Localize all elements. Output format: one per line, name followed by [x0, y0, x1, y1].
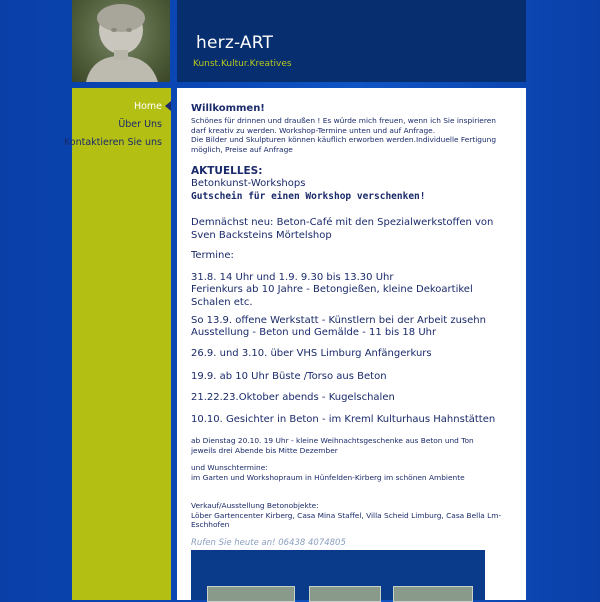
- termin3-line: 26.9. und 3.10. über VHS Limburg Anfängerkurs: [191, 348, 432, 359]
- wunsch-line: und Wunschtermine:: [191, 463, 268, 472]
- dienstag-line: jeweils drei Abende bis Mitte Dezember: [191, 445, 338, 455]
- nav-item-kontakt[interactable]: Kontaktieren Sie uns: [64, 137, 162, 148]
- sidebar-nav: [72, 88, 171, 600]
- site-tagline: Kunst.Kultur.Kreatives: [193, 59, 292, 69]
- gutschein-label: Gutschein für einen Workshop verschenken!: [191, 191, 426, 202]
- termin6-line: 10.10. Gesichter in Beton - im Kreml Kulturhaus Hahnstätten: [191, 414, 496, 425]
- termin2-line: Ausstellung - Beton und Gemälde - 11 bis 18 Uhr: [191, 327, 437, 339]
- welcome-heading: Willkommen!: [191, 103, 265, 114]
- site-title: herz-ART: [196, 33, 274, 53]
- rufen-line: Rufen Sie heute an! 06438 4074805: [191, 538, 346, 548]
- welcome-line: Schönes für drinnen und draußen ! Es würde mich freuen, wenn ich Sie inspirieren: [191, 116, 496, 125]
- termin1-line: Schalen etc.: [191, 296, 253, 308]
- verkauf-line: Verkauf/Ausstellung Betonobjekte:: [191, 501, 319, 510]
- verkauf-line: Löber Gartencenter Kirberg, Casa Mina Staffel, Villa Scheid Limburg, Casa Bella Lm-: [191, 510, 502, 520]
- termin1-line: 31.8. 14 Uhr und 1.9. 9.30 bis 13.30 Uhr: [191, 272, 394, 283]
- termin5-line: 21.22.23.Oktober abends - Kugelschalen: [191, 392, 395, 403]
- demnaechst-line: Demnächst neu: Beton-Café mit den Spezialwerkstoffen von: [191, 217, 494, 228]
- welcome-line: darf kreativ zu werden. Workshop-Termine unten und auf Anfrage.: [191, 125, 436, 135]
- termin4-line: 19.9. ab 10 Uhr Büste /Torso aus Beton: [191, 371, 387, 382]
- nav-item-home[interactable]: Home: [133, 101, 162, 112]
- verkauf-line: Eschhofen: [191, 520, 230, 530]
- dienstag-line: ab Dienstag 20.10. 19 Uhr - kleine Weihnachtsgeschenke aus Beton und Ton: [191, 436, 474, 445]
- active-nav-arrow-icon: [165, 101, 171, 111]
- wunsch-line: im Garten und Workshopraum in Hünfelden-Kirberg im schönen Ambiente: [191, 472, 465, 482]
- aktuelles-heading: AKTUELLES:: [191, 165, 263, 177]
- bust-sculpture-icon: [72, 0, 170, 82]
- termin1-line: Ferienkurs ab 10 Jahre - Betongießen, kleine Dekoartikel: [191, 284, 473, 296]
- welcome-line: möglich, Preise auf Anfrage: [191, 144, 293, 154]
- termine-label: Termine:: [191, 250, 234, 261]
- betonkunst-label: Betonkunst-Workshops: [191, 178, 306, 189]
- photo-gallery-strip: [191, 550, 485, 600]
- welcome-line: Die Bilder und Skulpturen können käuflich erworben werden.Individuelle Fertigung: [191, 135, 497, 145]
- nav-item-ueber-uns[interactable]: Über Uns: [118, 119, 162, 130]
- termin2-line: So 13.9. offene Werkstatt - Künstlern bei der Arbeit zusehn: [191, 315, 486, 326]
- logo-bust-image: [72, 0, 170, 82]
- demnaechst-line: Sven Backsteins Mörtelshop: [191, 229, 332, 241]
